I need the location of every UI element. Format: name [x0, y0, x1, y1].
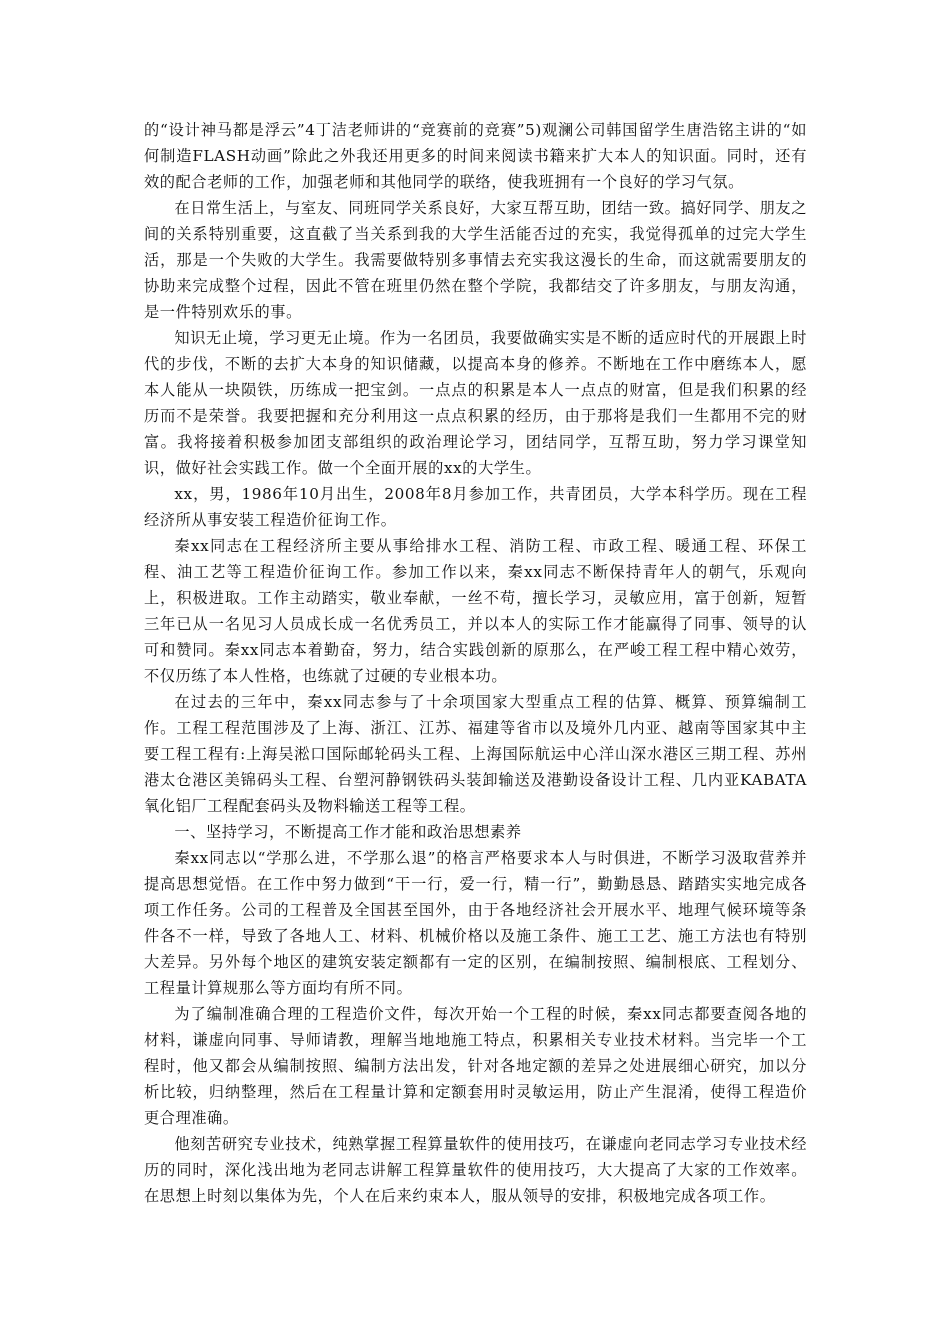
- paragraph-6: 在过去的三年中，秦xx同志参与了十余项国家大型重点工程的估算、概算、预算编制工作。工程工程范围涉及了上海、浙江、江苏、福建等省市以及境外几内亚、越南等国家其中主要工程工程有:上海吴淞口国际邮轮码头工程、上海国际航运中心洋山深水港区三期工程、苏州港太仓港区美锦码头工程、台塑河静钢铁码头装卸输送及港勤设备设计工程、几内亚KABATA氧化铝厂工程配套码头及物料输送工程等工程。: [144, 693, 807, 815]
- paragraph-3: 知识无止境，学习更无止境。作为一名团员，我要做确实实是不断的适应时代的开展跟上时代的步伐，不断的去扩大本身的知识储藏，以提高本身的修养。不断地在工作中磨练本人，愿本人能从一块陨铁，历练成一把宝剑。一点点的积累是本人一点点的财富，但是我们积累的经历而不是荣誉。我要把握和充分利用这一点点积累的经历，由于那将是我们一生都用不完的财富。我将接着积极参加团支部组织的政治理论学习，团结同学，互帮互助，努力学习课堂知识，做好社会实践工作。做一个全面开展的xx的大学生。: [144, 329, 807, 477]
- paragraph-2: 在日常生活上，与室友、同班同学关系良好，大家互帮互助，团结一致。搞好同学、朋友之间的关系特别重要，这直截了当关系到我的大学生活能否过的充实，我觉得孤单的过完大学生活，那是一个失败的大学生。我需要做特别多事情去充实我这漫长的生命，而这就需要朋友的协助来完成整个过程，因此不管在班里仍然在整个学院，我都结交了许多朋友，与朋友沟通，是一件特别欢乐的事。: [144, 199, 807, 321]
- paragraph-1: 的“设计神马都是浮云”4丁洁老师讲的“竞赛前的竞赛”5)观澜公司韩国留学生唐浩铭主讲的“如何制造FLASH动画”除此之外我还用更多的时间来阅读书籍来扩大本人的知识面。同时，还有效的配合老师的工作，加强老师和其他同学的联络，使我班拥有一个良好的学习气氛。: [144, 121, 807, 191]
- paragraph-4: xx，男，1986年10月出生，2008年8月参加工作，共青团员，大学本科学历。现在工程经济所从事安装工程造价征询工作。: [144, 485, 807, 529]
- paragraph-9: 他刻苦研究专业技术，纯熟掌握工程算量软件的使用技巧，在谦虚向老同志学习专业技术经历的同时，深化浅出地为老同志讲解工程算量软件的使用技巧，大大提高了大家的工作效率。在思想上时刻以集体为先，个人在后来约束本人，服从领导的安排，积极地完成各项工作。: [144, 1135, 807, 1205]
- paragraph-8: 为了编制准确合理的工程造价文件，每次开始一个工程的时候，秦xx同志都要查阅各地的材料，谦虚向同事、导师请教，理解当地地施工特点，积累相关专业技术材料。当完毕一个工程时，他又都会从编制按照、编制方法出发，针对各地定额的差异之处进展细心研究，加以分析比较，归纳整理，然后在工程量计算和定额套用时灵敏运用，防止产生混淆，使得工程造价更合理准确。: [144, 1005, 807, 1127]
- paragraph-5: 秦xx同志在工程经济所主要从事给排水工程、消防工程、市政工程、暖通工程、环保工程、油工艺等工程造价征询工作。参加工作以来，秦xx同志不断保持青年人的朝气，乐观向上，积极进取。工作主动踏实，敬业奉献，一丝不苟，擅长学习，灵敏应用，富于创新，短暂三年已从一名见习人员成长成一名优秀员工，并以本人的实际工作才能赢得了同事、领导的认可和赞同。秦xx同志本着勤奋，努力，结合实践创新的原那么，在严峻工程工程中精心效劳，不仅历练了本人性格，也练就了过硬的专业根本功。: [144, 537, 807, 685]
- document-body: [144, 117, 807, 1209]
- paragraph-7: 秦xx同志以“学那么进，不学那么退”的格言严格要求本人与时俱进，不断学习汲取营养并提高思想觉悟。在工作中努力做到“干一行，爱一行，精一行”，勤勤恳恳、踏踏实实地完成各项工作任务。公司的工程普及全国甚至国外，由于各地经济社会开展水平、地理气候环境等条件各不一样，导致了各地人工、材料、机械价格以及施工条件、施工工艺、施工方法也有特别大差异。另外每个地区的建筑安装定额都有一定的区别，在编制按照、编制根底、工程划分、工程量计算规那么等方面均有所不同。: [144, 849, 807, 997]
- section-heading: 一、坚持学习，不断提高工作才能和政治思想素养: [174, 823, 522, 841]
